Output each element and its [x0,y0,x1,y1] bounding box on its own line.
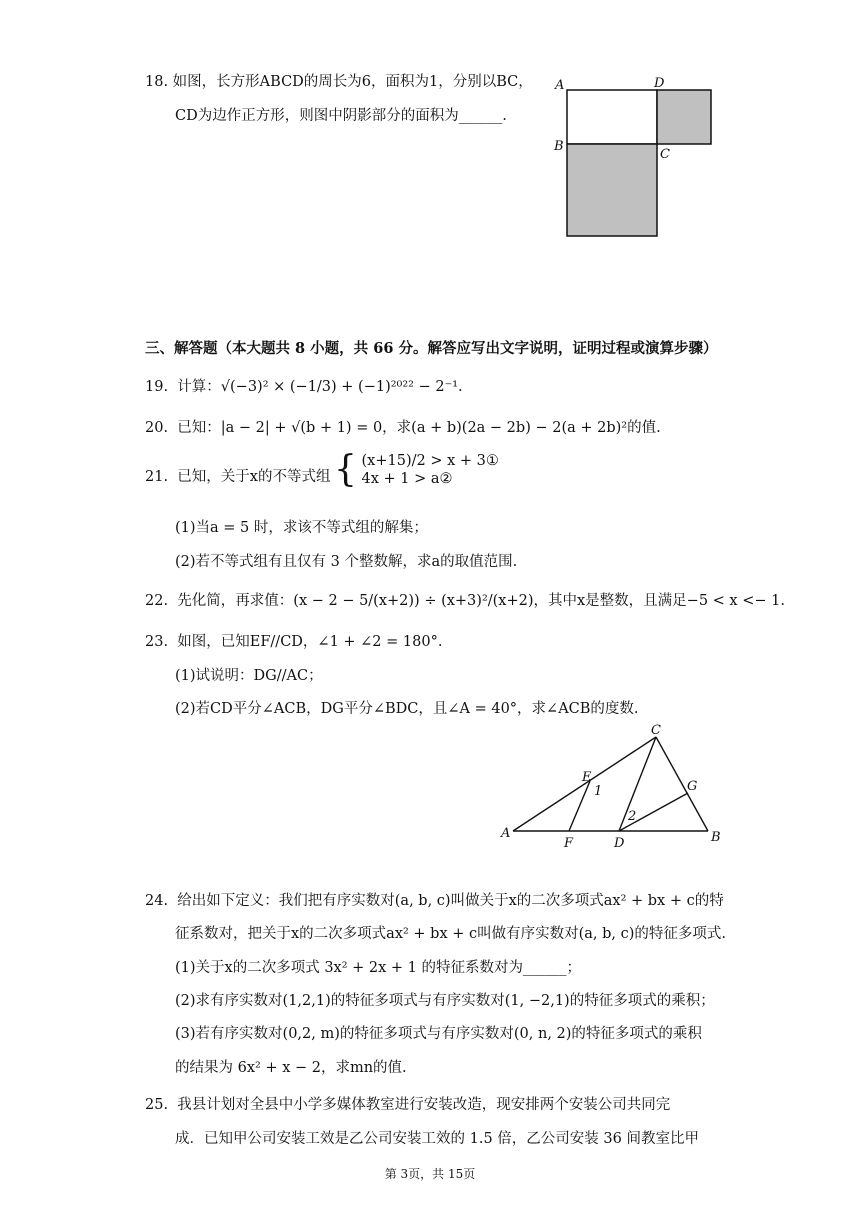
q24-part1: (1)关于x的二次多项式 3x² + 2x + 1 的特征系数对为______； [175,960,582,976]
q21-num: 21. [145,469,169,485]
rectangle-abcd [567,90,657,144]
q25-line2: 成．已知甲公司安装工效是乙公司安装工效的 1.5 倍，乙公司安装 36 间教室比甲 [175,1131,699,1147]
label-b: B [554,139,564,154]
q21-system [334,449,499,490]
section-heading: 三、解答题（本大题共 8 小题，共 66 分。解答应写出文字说明，证明过程或演算步骤） [145,340,718,357]
q24-line2: 征系数对，把关于x的二次多项式ax² + bx + c叫做有序实数对(a, b, c)的特征多项式. [175,926,727,942]
segment-ef [569,781,590,831]
q21-ineq1: (x+15)/2 > x + 3① [361,453,499,469]
label-d: D [654,76,665,91]
label-d: D [614,836,625,851]
brace-symbol: { [334,449,357,490]
label-a: A [555,78,565,93]
q24-line1 [145,890,724,912]
label-e: E [582,770,592,785]
q21-lead: 已知，关于x的不等式组 [177,469,331,485]
label-c: C [651,723,661,738]
q21-part1: (1)当a = 5 时，求该不等式组的解集； [175,520,428,536]
q25-line1 [145,1094,670,1116]
q21-lead-line [145,466,330,488]
q19-lead: 计算： [177,379,221,395]
q22-num: 22. [145,593,169,609]
q23-lead: 如图，已知EF//CD，∠1 + ∠2 = 180°. [177,634,443,650]
segment-cd [619,737,656,831]
q24-part3b: 的结果为 6x² + x − 2，求mn的值. [175,1060,407,1076]
q22-text: 先化简，再求值：(x − 2 − 5/(x+2)) ÷ (x+3)²/(x+2)，其中x是整数，且满足−5 < x <− 1. [177,593,785,609]
square-cd [657,90,711,144]
q19-num: 19. [145,379,169,395]
q20 [145,417,661,439]
q23-part1: (1)试说明：DG//AC； [175,668,323,684]
label-a: A [501,826,511,841]
q20-num: 20. [145,420,169,436]
label-two: 2 [628,809,637,824]
page-footer: 第 3页，共 15页 [384,1167,476,1181]
q23-lead-line [145,631,442,653]
q18-line1: 18. 如图，长方形ABCD的周长为6，面积为1，分别以BC， [145,74,533,90]
q22 [145,590,785,612]
q21-ineqs [362,452,499,488]
q24-part3a: (3)若有序实数对(0,2, m)的特征多项式与有序实数对(0, n, 2)的特征多项式的乘积 [175,1026,702,1042]
label-one: 1 [594,784,603,799]
label-g: G [687,779,698,794]
q20-text: 已知：|a − 2| + √(b + 1) = 0，求(a + b)(2a − 2b) − 2(a + 2b)²的值. [177,420,661,436]
q19-expr: √(−3)² × (−1/3) + (−1)²⁰²² − 2⁻¹. [220,379,463,395]
q18-figure [550,72,720,242]
q23-num: 23. [145,634,169,650]
q24-l1: 给出如下定义：我们把有序实数对(a, b, c)叫做关于x的二次多项式ax² + bx + c的特 [177,893,724,909]
q21-ineq2: 4x + 1 > a② [361,471,453,487]
segment-cb [656,737,708,831]
label-c: C [660,147,670,162]
q23-figure [498,720,728,855]
q23-part2: (2)若CD平分∠ACB，DG平分∠BDC，且∠A = 40°，求∠ACB的度数. [175,701,639,717]
q21-part2: (2)若不等式组有且仅有 3 个整数解，求a的取值范围. [175,554,518,570]
q19 [145,376,463,398]
square-bc [567,144,657,236]
label-b: B [711,830,721,845]
q25-l1: 我县计划对全县中小学多媒体教室进行安装改造，现安排两个安装公司共同完 [177,1097,671,1113]
label-f: F [564,836,574,851]
q25-num: 25. [145,1097,169,1113]
q18-line2: CD为边作正方形，则图中阴影部分的面积为______. [175,108,507,124]
q24-num: 24. [145,893,169,909]
q24-part2: (2)求有序实数对(1,2,1)的特征多项式与有序实数对(1, −2,1)的特征多项式的乘积； [175,993,715,1009]
